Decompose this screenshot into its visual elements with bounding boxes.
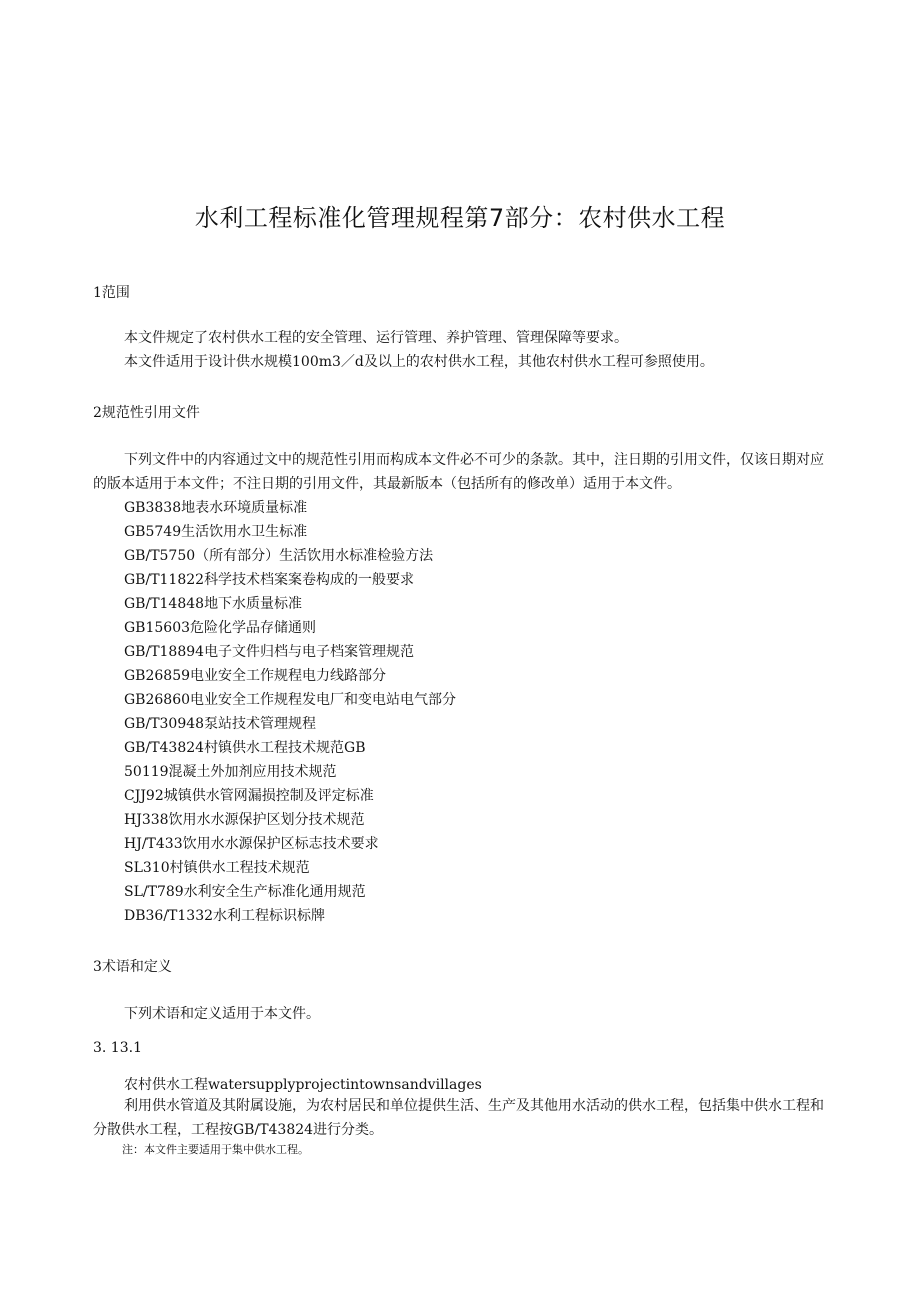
reference-item: GB/T14848地下水质量标准 — [124, 596, 303, 612]
section-3-intro: 下列术语和定义适用于本文件。 — [124, 1006, 320, 1022]
reference-item: GB/T11822科学技术档案案卷构成的一般要求 — [124, 572, 415, 588]
section-1-paragraph-2: 本文件适用于设计供水规模100m3／d及以上的农村供水工程，其他农村供水工程可参照使用。 — [124, 354, 714, 370]
reference-item: GB26859电业安全工作规程电力线路部分 — [124, 668, 387, 684]
reference-item: DB36/T1332水利工程标识标牌 — [124, 908, 326, 924]
reference-item: GB/T18894电子文件归档与电子档案管理规范 — [124, 644, 415, 660]
reference-item: GB/T30948泵站技术管理规程 — [124, 716, 317, 732]
reference-item: SL/T789水利安全生产标准化通用规范 — [124, 884, 366, 900]
reference-item: GB3838地表水环境质量标准 — [124, 500, 308, 516]
term-number: 3. 13.1 — [93, 1040, 142, 1056]
reference-item: 50119混凝土外加剂应用技术规范 — [124, 764, 337, 780]
reference-item: GB/T43824村镇供水工程技术规范GB — [124, 740, 366, 756]
reference-list — [124, 496, 456, 928]
term-definition: 利用供水管道及其附属设施，为农村居民和单位提供生活、生产及其他用水活动的供水工程，包括集中供水工程和分散供水工程，工程按GB/T43824进行分类。 — [93, 1098, 824, 1138]
document-title: 水利工程标准化管理规程第7部分：农村供水工程 — [194, 204, 726, 232]
reference-item: HJ338饮用水水源保护区划分技术规范 — [124, 812, 365, 828]
reference-item: GB5749生活饮用水卫生标准 — [124, 524, 308, 540]
reference-item: SL310村镇供水工程技术规范 — [124, 860, 310, 876]
section-3-heading: 3术语和定义 — [93, 959, 172, 975]
section-1-paragraph-1: 本文件规定了农村供水工程的安全管理、运行管理、养护管理、管理保障等要求。 — [124, 330, 628, 346]
reference-item: HJ/T433饮用水水源保护区标志技术要求 — [124, 836, 379, 852]
reference-item: CJJ92城镇供水管网漏损控制及评定标准 — [124, 788, 374, 804]
section-2-intro: 下列文件中的内容通过文中的规范性引用而构成本文件必不可少的条款。其中，注日期的引用文件，仅该日期对应的版本适用于本文件；不注日期的引用文件，其最新版本（包括所有的修改单）适用于本文件。 — [93, 452, 824, 492]
note: 注：本文件主要适用于集中供水工程。 — [122, 1143, 309, 1156]
reference-item: GB/T5750（所有部分）生活饮用水标准检验方法 — [124, 548, 434, 564]
term-name: 农村供水工程watersupplyprojectintownsandvillages — [124, 1077, 482, 1093]
reference-item: GB26860电业安全工作规程发电厂和变电站电气部分 — [124, 692, 457, 708]
section-1-heading: 1范围 — [93, 285, 130, 301]
reference-item: GB15603危险化学品存储通则 — [124, 620, 317, 636]
section-2-heading: 2规范性引用文件 — [93, 405, 200, 421]
